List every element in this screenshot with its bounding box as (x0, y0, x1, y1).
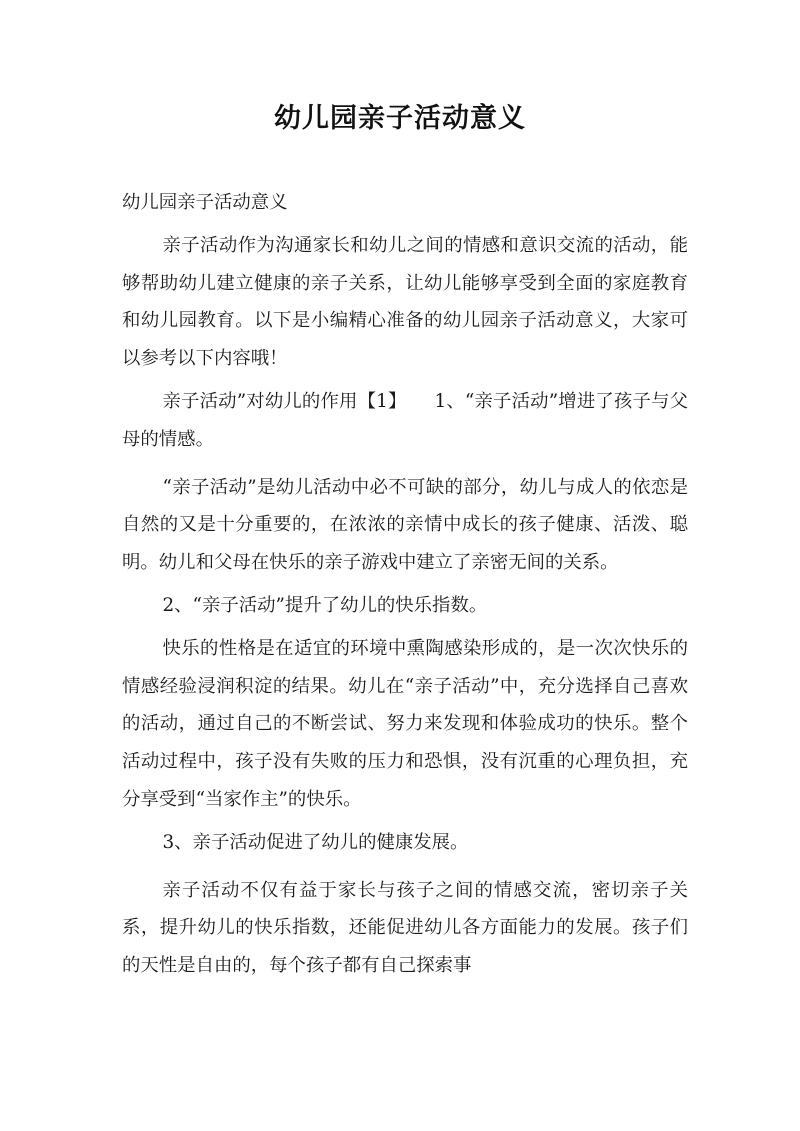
paragraph-emotion: “亲子活动”是幼儿活动中必不可缺的部分，幼儿与成人的依恋是自然的又是十分重要的，在浓浓的亲情中成长的孩子健康、活泼、聪明。幼儿和父母在快乐的亲子游戏中建立了亲密无间的关系。 (122, 476, 688, 574)
paragraph-happiness: 快乐的性格是在适宜的环境中熏陶感染形成的，是一次次快乐的情感经验浸润积淀的结果。幼儿在“亲子活动”中，充分选择自己喜欢的活动，通过自己的不断尝试、努力来发现和体验成功的快乐。整个活动过程中，孩子没有失败的压力和恐惧，没有沉重的心理负担，充分享受到“当家作主”的快乐。 (122, 637, 688, 810)
document-subtitle: 幼儿园亲子活动意义 (122, 192, 288, 213)
document-title: 幼儿园亲子活动意义 (274, 103, 526, 134)
paragraph-point-2-heading: 2、“亲子活动”提升了幼儿的快乐指数。 (162, 594, 488, 616)
paragraph-intro: 亲子活动作为沟通家长和幼儿之间的情感和意识交流的活动，能够帮助幼儿建立健康的亲子关系，让幼儿能够享受到全面的家庭教育和幼儿园教育。以下是小编精心准备的幼儿园亲子活动意义，大家可以参考以下内容哦！ (122, 234, 688, 370)
paragraph-development: 亲子活动不仅有益于家长与孩子之间的情感交流，密切亲子关系，提升幼儿的快乐指数，还能促进幼儿各方面能力的发展。孩子们的天性是自由的，每个孩子都有自己探索事 (122, 879, 688, 977)
document-body (122, 184, 688, 990)
paragraph-section-heading: 亲子活动”对幼儿的作用【1】 1、“亲子活动”增进了孩子与父母的情感。 (122, 390, 688, 450)
paragraph-point-3-heading: 3、亲子活动促进了幼儿的健康发展。 (162, 831, 469, 853)
